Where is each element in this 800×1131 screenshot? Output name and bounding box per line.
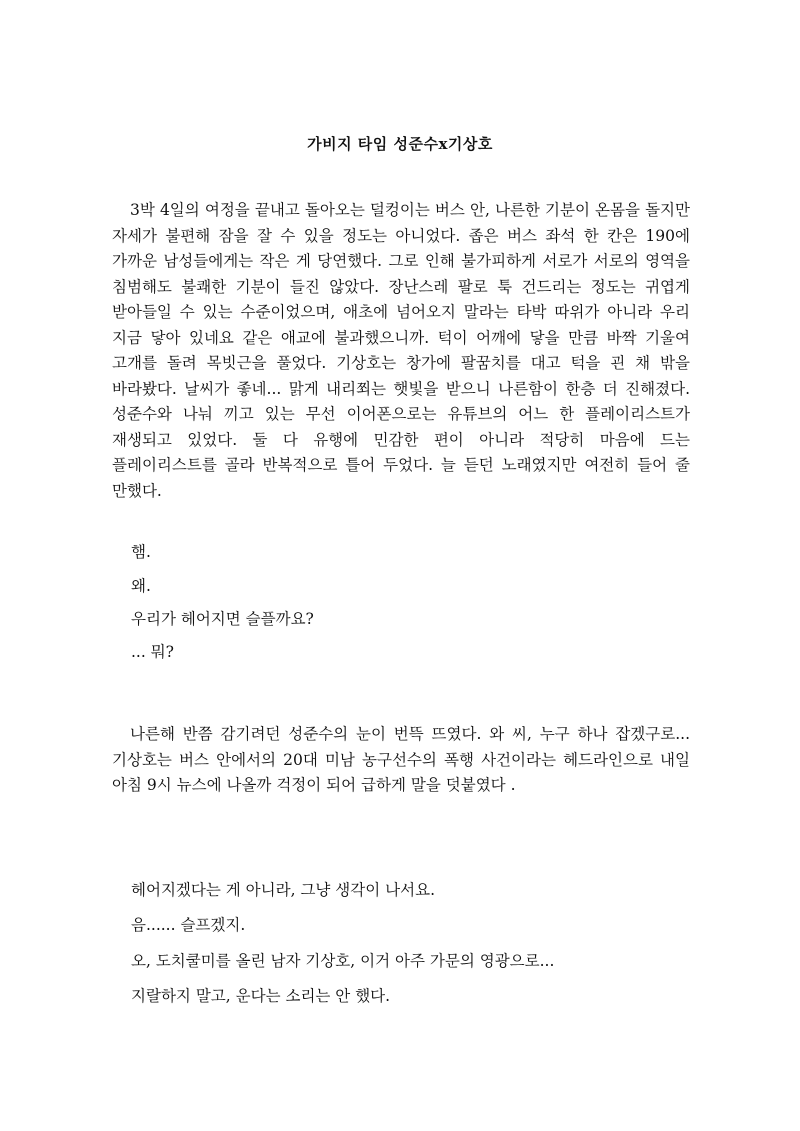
dialogue-line-6: 음...... 슬프겠지.: [131, 916, 246, 934]
dialogue-line-1: 햄.: [131, 543, 151, 561]
document-title: 가비지 타임 성준수x기상호: [307, 135, 493, 153]
dialogue-line-7: 오, 도치쿨미를 올린 남자 기상호, 이거 아주 가문의 영광으로...: [131, 952, 555, 970]
dialogue-line-8: 지랄하지 말고, 운다는 소리는 안 했다.: [131, 987, 391, 1005]
paragraph-2: 나른해 반쯤 감기려던 성준수의 눈이 번뜩 뜨였다. 와 씨, 누구 하나 잡겠구로... 기상호는 버스 안에서의 20대 미남 농구선수의 폭행 사건이라는 헤드라인으로 내일 아침 9시 뉴스에 나올까 걱정이 되어 급하게 말을 덧붙였다 .: [112, 725, 690, 794]
dialogue-line-2: 왜.: [131, 577, 151, 595]
dialogue-line-3: 우리가 헤어지면 슬플까요?: [131, 610, 314, 628]
dialogue-line-5: 헤어지겠다는 게 아니라, 그냥 생각이 나서요.: [131, 881, 436, 899]
dialogue-line-4: ... 뭐?: [131, 643, 174, 661]
paragraph-1: 3박 4일의 여정을 끝내고 돌아오는 덜컹이는 버스 안, 나른한 기분이 온몸을 돌지만 자세가 불편해 잠을 잘 수 있을 정도는 아니었다. 좁은 버스 좌석 한 칸은 190에 가까운 남성들에게는 작은 게 당연했다. 그로 인해 불가피하게 서로가 서로의 영역을 침범해도 불쾌한 기분이 들진 않았다. 장난스레 팔로 툭 건드리는 정도는 귀엽게 받아들일 수 있는 수준이었으며, 애초에 넘어오지 말라는 타박 따위가 아니라 우리 지금 닿아 있네요 같은 애교에 불과했으니까. 턱이 어깨에 닿을 만큼 바짝 기울여 고개를 돌려 목빗근을 풀었다. 기상호는 창가에 팔꿈치를 대고 턱을 괸 채 밖을 바라봤다. 날씨가 좋네... 맑게 내리쬐는 햇빛을 받으니 나른함이 한층 더 진해졌다. 성준수와 나눠 끼고 있는 무선 이어폰으로는 유튜브의 어느 한 플레이리스트가 재생되고 있었다. 둘 다 유행에 민감한 편이 아니라 적당히 마음에 드는 플레이리스트를 골라 반복적으로 틀어 두었다. 늘 듣던 노래였지만 여전히 들어 줄 만했다.: [112, 201, 690, 500]
